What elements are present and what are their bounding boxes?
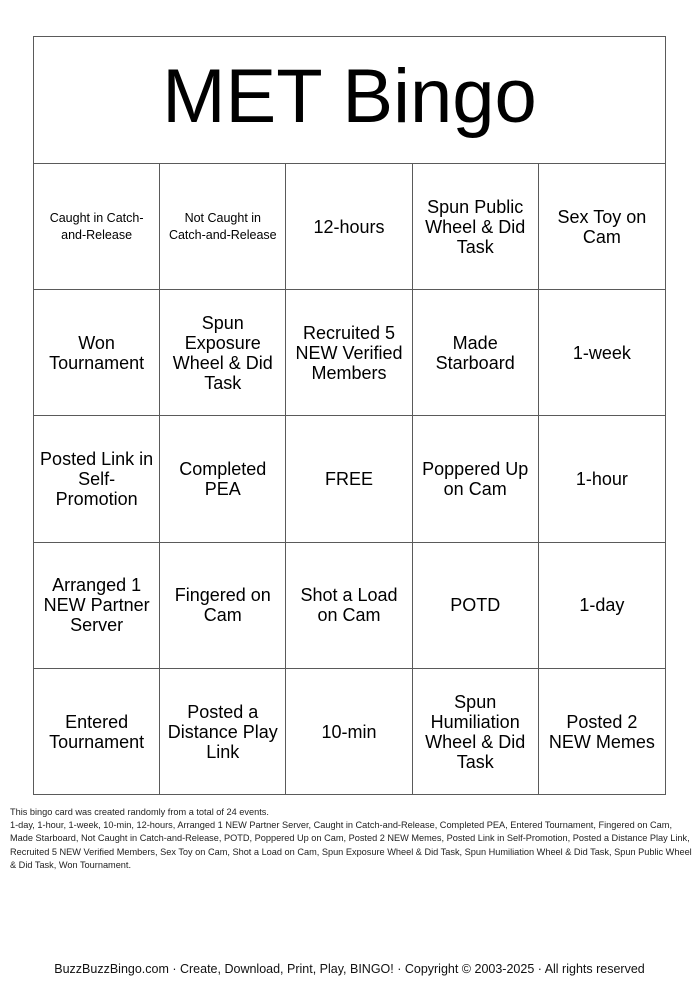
title-row [34, 37, 665, 164]
card-info [10, 806, 692, 872]
bingo-card [33, 36, 666, 795]
bingo-cell: 1-hour [539, 416, 665, 542]
free-space-cell: FREE [286, 416, 412, 542]
bingo-cell: Posted 2 NEW Memes [548, 711, 655, 752]
bingo-cell: Posted Link in Self-Promotion [34, 416, 160, 542]
bingo-cell: Made Starboard [413, 290, 539, 416]
bingo-cell: 1-day [539, 543, 665, 669]
bingo-cell: Spun Exposure Wheel & Did Task [160, 290, 286, 416]
info-summary: This bingo card was created randomly from a total of 24 events. [10, 807, 269, 817]
bingo-cell: Sex Toy on Cam [539, 164, 665, 290]
bingo-cell: Arranged 1 NEW Partner Server [34, 543, 160, 669]
bingo-cell: 10-min [286, 669, 412, 795]
bingo-cell: Shot a Load on Cam [286, 543, 412, 669]
bingo-cell: Caught in Catch-and-Release [34, 164, 160, 290]
footer-text: BuzzBuzzBingo.com · Create, Download, Print, Play, BINGO! · Copyright © 2003-2025 · All rights reserved [54, 962, 645, 976]
bingo-cell: Completed PEA [160, 416, 286, 542]
bingo-cell: Fingered on Cam [160, 543, 286, 669]
bingo-cell: Entered Tournament [34, 669, 160, 795]
bingo-cell: Poppered Up on Cam [413, 416, 539, 542]
bingo-cell: Spun Public Wheel & Did Task [413, 164, 539, 290]
info-events-list: 1-day, 1-hour, 1-week, 10-min, 12-hours, Arranged 1 NEW Partner Server, Caught in Catch-and-Release, Completed PEA, Entered Tournament, Fingered on Cam, Made Starboard, Not Caught in Catch-and-Release, POTD, Poppered Up on Cam, Posted 2 NEW Memes, Posted Link in Self-Promotion, Posted a Distance Play Link, Recruited 5 NEW Verified Members, Sex Toy on Cam, Shot a Load on Cam, Spun Exposure Wheel & Did Task, Spun Humiliation Wheel & Did Task, Spun Public Wheel & Did Task, Won Tournament. [10, 820, 692, 870]
bingo-cell: POTD [413, 543, 539, 669]
bingo-cell: 1-week [539, 290, 665, 416]
bingo-cell: 12-hours [286, 164, 412, 290]
card-title: MET Bingo [162, 54, 537, 139]
bingo-grid [34, 164, 665, 795]
bingo-cell: Posted a Distance Play Link [160, 669, 286, 795]
bingo-cell: Spun Humiliation Wheel & Did Task [413, 669, 539, 795]
bingo-cell: Won Tournament [34, 290, 160, 416]
bingo-cell: Recruited 5 NEW Verified Members [286, 290, 412, 416]
bingo-cell: Not Caught in Catch-and-Release [160, 164, 286, 290]
